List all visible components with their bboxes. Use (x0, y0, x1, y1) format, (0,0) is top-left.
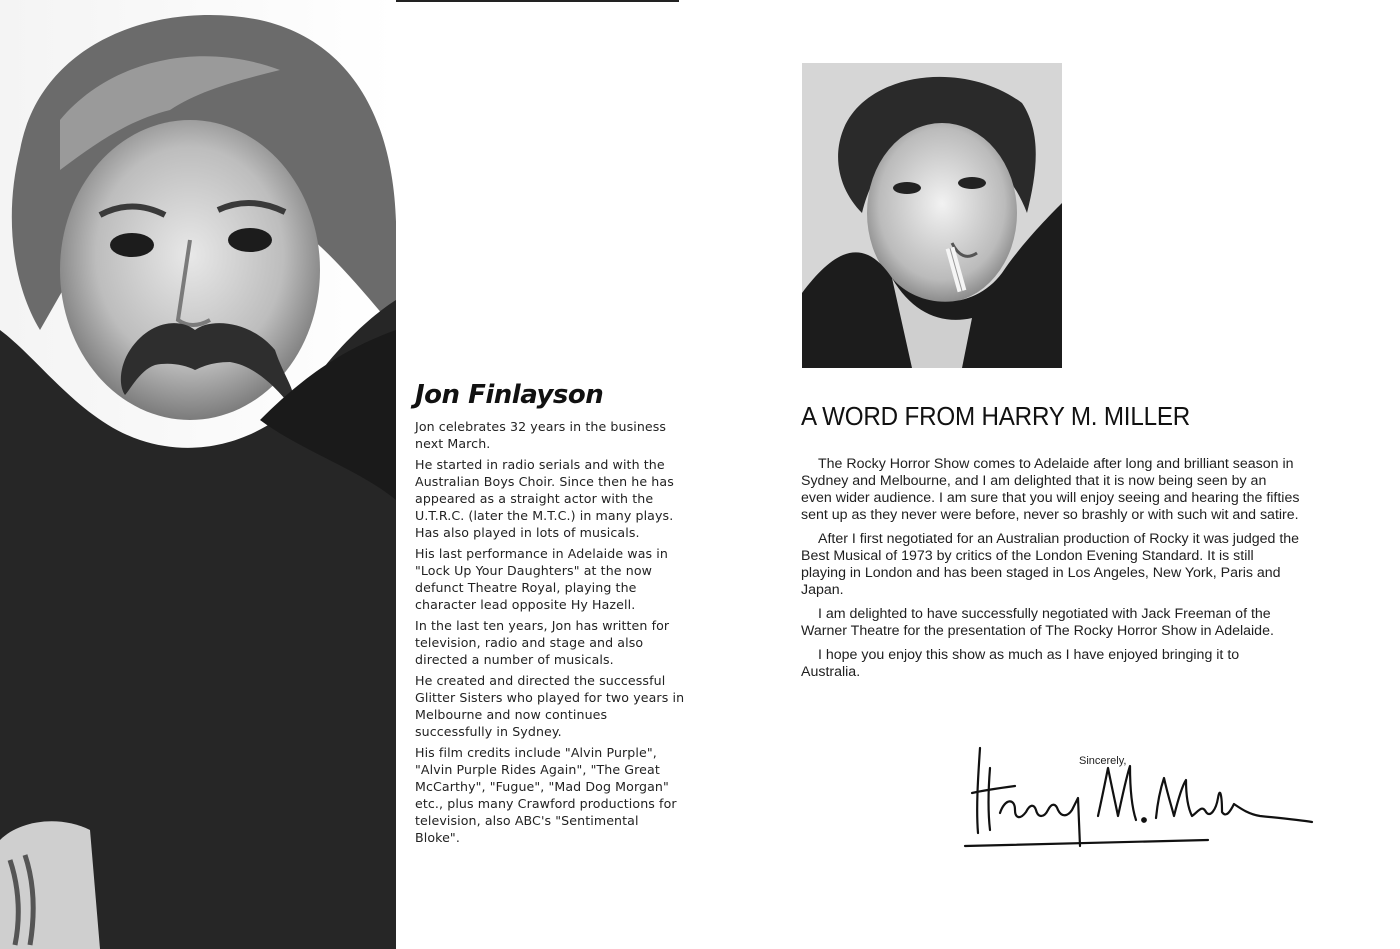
bio-paragraph: He started in radio serials and with the Australian Boys Choir. Since then he has appeared as a straight actor with the U.T.R.C. (later the M.T.C.) in many plays. Has also played in lots of musicals. (415, 457, 674, 540)
bio-paragraph: His film credits include "Alvin Purple", "Alvin Purple Rides Again", "The Great McCarthy", "Fugue", "Mad Dog Morgan" etc., plus many Crawford productions for television, also ABC's "Sentimental Bloke". (415, 745, 677, 845)
bio-name-heading: Jon Finlayson (415, 380, 604, 410)
top-rule (390, 0, 679, 2)
bio-paragraph: His last performance in Adelaide was in "Lock Up Your Daughters" at the now defunct Theatre Royal, playing the character lead opposite Hy Hazell. (415, 546, 668, 612)
letter-heading: A WORD FROM HARRY M. MILLER (801, 401, 1191, 431)
bio-paragraph: Jon celebrates 32 years in the business next March. (415, 419, 667, 451)
letter-paragraph: I hope you enjoy this show as much as I have enjoyed bringing it to Australia. (801, 647, 1240, 680)
letter-column (801, 398, 1301, 688)
harry-miller-photo (802, 63, 1062, 368)
letter-paragraph: After I first negotiated for an Australian production of Rocky it was judged the Best Musical of 1973 by critics of the London Evening Standard. It is still playing in London and has been staged in Los Angeles, New York, Paris and Japan. (801, 531, 1300, 598)
bio-paragraph: He created and directed the successful Glitter Sisters who played for two years in Melbourne and now continues successfully in Sydney. (415, 673, 685, 739)
bio-paragraph: In the last ten years, Jon has written for television, radio and stage and also directed a number of musicals. (415, 618, 670, 667)
letter-paragraph: The Rocky Horror Show comes to Adelaide after long and brilliant season in Sydney and Melbourne, and I am delighted that it is now being seen by an even wider audience. I am sure that you will enjoy seeing and hearing the fifties sent up as they never were before, never so brashly or with such wit and satire. (801, 456, 1300, 523)
handwritten-signature (960, 738, 1320, 858)
signoff-text: Sincerely, (1079, 755, 1127, 767)
jon-finlayson-photo (0, 0, 396, 949)
bio-column (415, 378, 687, 850)
letter-paragraph: I am delighted to have successfully negotiated with Jack Freeman of the Warner Theatre for the presentation of The Rocky Horror Show in Adelaide. (801, 606, 1274, 639)
